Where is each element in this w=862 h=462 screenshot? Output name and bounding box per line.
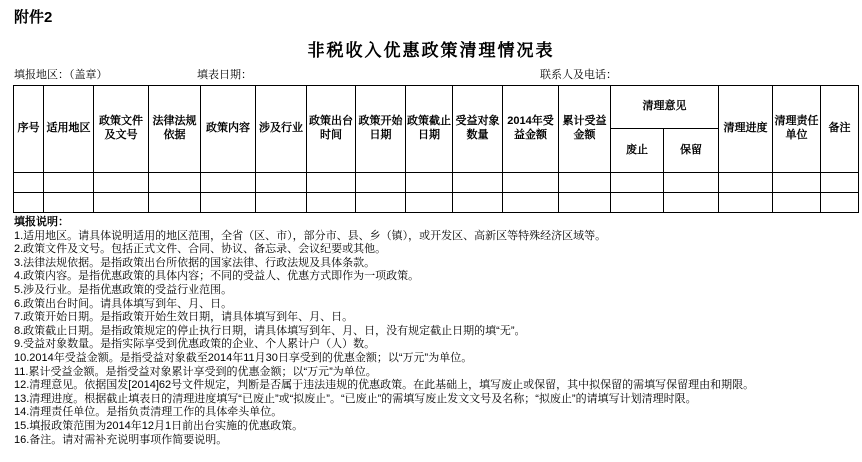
empty-cell bbox=[453, 193, 503, 213]
note-line: 8.政策截止日期。是指政策规定的停止执行日期，请具体填写到年、月、日，没有规定截止日期的填“无”。 bbox=[14, 324, 526, 337]
note-line: 5.涉及行业。是指优惠政策的受益行业范围。 bbox=[14, 283, 233, 296]
note-line: 15.填报政策范围为2014年12月1日前出台实施的优惠政策。 bbox=[14, 419, 304, 432]
empty-cell bbox=[14, 173, 44, 193]
note-line: 9.受益对象数量。是指实际享受到优惠政策的企业、个人累计户（人）数。 bbox=[14, 338, 376, 351]
empty-cell bbox=[821, 173, 859, 193]
empty-cell bbox=[356, 193, 406, 213]
col-header-industries-involved: 涉及行业 bbox=[256, 86, 307, 173]
empty-cell bbox=[611, 173, 664, 193]
empty-cell bbox=[611, 193, 664, 213]
empty-cell bbox=[559, 193, 611, 213]
col-header-cleanup-opinion: 清理意见 bbox=[611, 86, 719, 129]
report-region-label: 填报地区：（盖章） bbox=[14, 69, 108, 81]
note-line: 7.政策开始日期。是指政策开始生效日期，请具体填写到年、月、日。 bbox=[14, 311, 354, 324]
col-header-responsible-unit: 清理责任单位 bbox=[773, 86, 821, 173]
empty-cell bbox=[719, 173, 773, 193]
empty-cell bbox=[201, 173, 256, 193]
empty-cell bbox=[503, 173, 559, 193]
attachment-label: 附件2 bbox=[14, 9, 53, 26]
empty-cell bbox=[14, 193, 44, 213]
col-header-policy-start-date: 政策开始日期 bbox=[356, 86, 406, 173]
contact-label: 联系人及电话： bbox=[540, 69, 617, 81]
empty-cell bbox=[94, 193, 149, 213]
note-line: 16.备注。请对需补充说明事项作简要说明。 bbox=[14, 433, 228, 446]
col-header-policy-issue-time: 政策出台时间 bbox=[307, 86, 356, 173]
empty-cell bbox=[719, 193, 773, 213]
table-row bbox=[14, 173, 859, 193]
page-title: 非税收入优惠政策清理情况表 bbox=[307, 41, 555, 60]
filing-notes bbox=[14, 216, 754, 447]
table-header-row-1 bbox=[14, 86, 859, 129]
col-header-cumulative-benefit-amount: 累计受益金额 bbox=[559, 86, 611, 173]
empty-cell bbox=[773, 193, 821, 213]
note-line: 2.政策文件及文号。包括正式文件、合同、协议、备忘录、会议纪要或其他。 bbox=[14, 243, 387, 256]
notes-heading: 填报说明： bbox=[14, 216, 69, 228]
empty-cell bbox=[44, 193, 94, 213]
empty-cell bbox=[503, 193, 559, 213]
empty-cell bbox=[307, 173, 356, 193]
col-header-policy-end-date: 政策截止日期 bbox=[406, 86, 453, 173]
note-line: 3.法律法规依据。是指政策出台所依据的国家法律、行政法规及具体条款。 bbox=[14, 256, 376, 269]
col-header-2014-benefit-amount: 2014年受益金额 bbox=[503, 86, 559, 173]
col-header-policy-content: 政策内容 bbox=[201, 86, 256, 173]
note-line: 10.2014年受益金额。是指受益对象截至2014年11月30日享受到的优惠金额；以“万元”为单位。 bbox=[14, 351, 473, 364]
note-line: 11.累计受益金额。是指受益对象累计享受到的优惠金额；以“万元”为单位。 bbox=[14, 365, 377, 378]
col-header-retain: 保留 bbox=[664, 129, 719, 173]
col-header-serial-number: 序号 bbox=[14, 86, 44, 173]
empty-cell bbox=[406, 193, 453, 213]
empty-cell bbox=[94, 173, 149, 193]
empty-cell bbox=[453, 173, 503, 193]
note-line: 14.清理责任单位。是指负责清理工作的具体牵头单位。 bbox=[14, 406, 283, 419]
note-line: 6.政策出台时间。请具体填写到年、月、日。 bbox=[14, 297, 233, 310]
empty-cell bbox=[307, 193, 356, 213]
note-line: 13.清理进度。根据截止填表日的清理进度填写“已废止”或“拟废止”。“已废止”的需填写废止发文文号及名称；“拟废止”的请填写计划清理时限。 bbox=[14, 392, 697, 405]
empty-cell bbox=[256, 173, 307, 193]
empty-cell bbox=[149, 193, 201, 213]
empty-cell bbox=[821, 193, 859, 213]
empty-cell bbox=[256, 193, 307, 213]
empty-cell bbox=[664, 173, 719, 193]
empty-cell bbox=[44, 173, 94, 193]
col-header-beneficiary-count: 受益对象数量 bbox=[453, 86, 503, 173]
policy-table bbox=[13, 85, 859, 213]
note-line: 12.清理意见。依据国发[2014]62号文件规定，判断是否属于违法违规的优惠政策。在此基础上，填写废止或保留，其中拟保留的需填写保留理由和期限。 bbox=[14, 379, 755, 392]
col-header-remarks: 备注 bbox=[821, 86, 859, 173]
empty-cell bbox=[406, 173, 453, 193]
empty-cell bbox=[201, 193, 256, 213]
note-line: 1.适用地区。请具体说明适用的地区范围，全省（区、市），部分市、县、乡（镇），或开发区、高新区等特殊经济区域等。 bbox=[14, 229, 607, 242]
empty-cell bbox=[149, 173, 201, 193]
table-row bbox=[14, 193, 859, 213]
empty-cell bbox=[664, 193, 719, 213]
report-date-label: 填表日期： bbox=[197, 69, 252, 81]
col-header-legal-basis: 法律法规依据 bbox=[149, 86, 201, 173]
col-header-repeal: 废止 bbox=[611, 129, 664, 173]
empty-cell bbox=[559, 173, 611, 193]
empty-cell bbox=[773, 173, 821, 193]
col-header-applicable-region: 适用地区 bbox=[44, 86, 94, 173]
empty-cell bbox=[356, 173, 406, 193]
note-line: 4.政策内容。是指优惠政策的具体内容；不同的受益人、优惠方式即作为一项政策。 bbox=[14, 270, 420, 283]
col-header-policy-document-number: 政策文件及文号 bbox=[94, 86, 149, 173]
col-header-cleanup-progress: 清理进度 bbox=[719, 86, 773, 173]
